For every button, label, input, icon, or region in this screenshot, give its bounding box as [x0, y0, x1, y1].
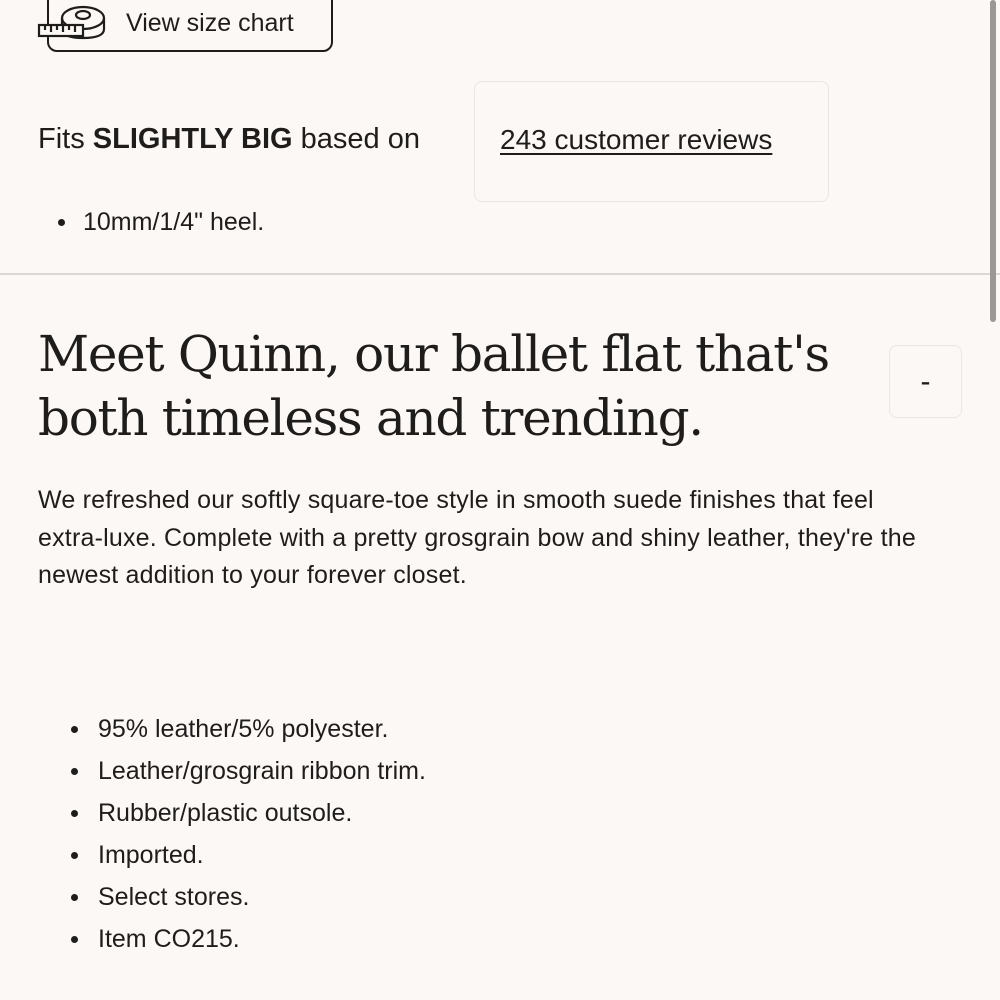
customer-reviews-link[interactable]: 243 customer reviews: [500, 124, 773, 155]
collapse-icon: -: [920, 364, 931, 398]
list-item: [0, 750, 426, 792]
measuring-tape-icon: [37, 4, 109, 44]
list-item-text: Imported.: [98, 841, 204, 869]
view-size-chart-label: View size chart: [126, 9, 294, 37]
list-item-text: Select stores.: [98, 883, 250, 911]
bullet-icon: [71, 852, 78, 859]
bullet-icon: [71, 768, 78, 775]
list-item-text: Item CO215.: [98, 925, 240, 953]
list-item: [0, 834, 426, 876]
list-item-text: Leather/grosgrain ribbon trim.: [98, 757, 426, 785]
section-divider: [0, 273, 1000, 275]
product-headline: Meet Quinn, our ballet flat that's both timeless and trending.: [38, 325, 829, 447]
product-description: We refreshed our softly square-toe style in smooth suede finishes that feel extra-luxe. Complete with a pretty grosgrain bow and shiny leather, they're the newest addition to your forever closet.: [38, 486, 916, 589]
list-item: [0, 876, 426, 918]
fit-prefix: Fits: [38, 123, 85, 155]
list-item: [0, 204, 264, 240]
list-item-text: 95% leather/5% polyester.: [98, 715, 389, 743]
bullet-icon: [71, 726, 78, 733]
list-item: [0, 918, 426, 960]
details-list: [0, 708, 426, 960]
scrollbar-thumb[interactable]: [990, 0, 996, 322]
bullet-icon: [71, 810, 78, 817]
view-size-chart-button[interactable]: [47, 0, 333, 52]
fit-summary: [38, 121, 420, 157]
bullet-icon: [71, 894, 78, 901]
list-item-text: 10mm/1/4" heel.: [83, 208, 265, 236]
fit-verdict: SLIGHTLY BIG: [92, 123, 293, 155]
bullet-icon: [71, 936, 78, 943]
fit-suffix: based on: [300, 123, 420, 155]
list-item-text: Rubber/plastic outsole.: [98, 799, 353, 827]
bullet-icon: [58, 219, 65, 226]
collapse-button[interactable]: [889, 345, 962, 418]
list-item: [0, 708, 426, 750]
spec-list: [0, 204, 264, 240]
list-item: [0, 792, 426, 834]
